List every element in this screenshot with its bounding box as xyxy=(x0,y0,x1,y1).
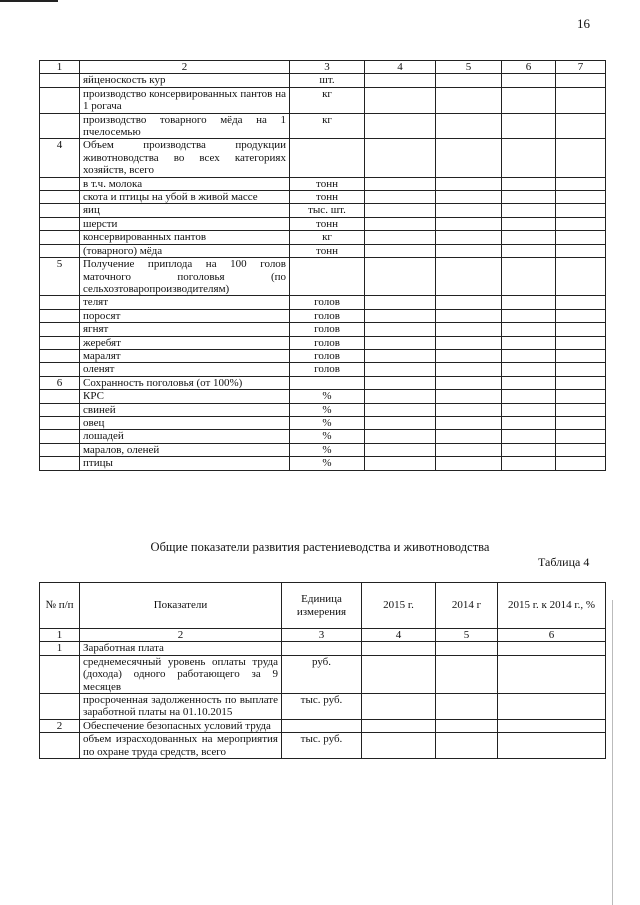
index-cell: 5 xyxy=(436,629,498,642)
indicator-name: телят xyxy=(80,296,290,309)
row-number xyxy=(40,655,80,693)
header-2014: 2014 г xyxy=(436,583,498,629)
row-number xyxy=(40,309,80,322)
row-number: 2 xyxy=(40,719,80,732)
table-row xyxy=(40,309,606,322)
margin-rule xyxy=(612,600,613,905)
table-row xyxy=(40,457,606,470)
value-cell xyxy=(502,416,556,429)
value-cell xyxy=(502,113,556,139)
value-cell xyxy=(365,349,436,362)
value-cell xyxy=(502,244,556,257)
unit: кг xyxy=(290,87,365,113)
value-cell xyxy=(556,113,606,139)
value-cell xyxy=(498,655,606,693)
value-cell xyxy=(436,191,502,204)
indicator-name: ягнят xyxy=(80,323,290,336)
value-cell xyxy=(365,416,436,429)
value-cell xyxy=(365,87,436,113)
header-ratio: 2015 г. к 2014 г., % xyxy=(498,583,606,629)
table-row xyxy=(40,139,606,177)
value-cell xyxy=(556,376,606,389)
indicator-name: просроченная задолженность по выплате заработной платы на 01.10.2015 xyxy=(80,694,282,720)
value-cell xyxy=(502,457,556,470)
unit: кг xyxy=(290,231,365,244)
row-number: 5 xyxy=(40,258,80,296)
value-cell xyxy=(556,244,606,257)
unit: шт. xyxy=(290,74,365,87)
value-cell xyxy=(365,457,436,470)
value-cell xyxy=(436,733,498,759)
value-cell xyxy=(365,323,436,336)
row-number xyxy=(40,204,80,217)
unit: % xyxy=(290,416,365,429)
table-row xyxy=(40,204,606,217)
value-cell xyxy=(436,139,502,177)
unit: % xyxy=(290,457,365,470)
value-cell xyxy=(362,719,436,732)
unit: голов xyxy=(290,323,365,336)
indicator-name: Сохранность поголовья (от 100%) xyxy=(80,376,290,389)
row-number xyxy=(40,74,80,87)
row-number xyxy=(40,349,80,362)
value-cell xyxy=(436,694,498,720)
unit: тонн xyxy=(290,177,365,190)
value-cell xyxy=(436,217,502,230)
row-number xyxy=(40,217,80,230)
table-row xyxy=(40,258,606,296)
unit xyxy=(290,139,365,177)
unit: кг xyxy=(290,113,365,139)
indicator-name: в т.ч. молока xyxy=(80,177,290,190)
header-name: Показатели xyxy=(80,583,282,629)
table-row xyxy=(40,296,606,309)
value-cell xyxy=(502,363,556,376)
value-cell xyxy=(365,403,436,416)
indicator-name: производство товарного мёда на 1 пчелосемью xyxy=(80,113,290,139)
table-row xyxy=(40,244,606,257)
value-cell xyxy=(556,443,606,456)
row-number: 1 xyxy=(40,642,80,655)
value-cell xyxy=(436,244,502,257)
table-row xyxy=(40,694,606,720)
table-row xyxy=(40,655,606,693)
table1-col-2: 2 xyxy=(80,61,290,74)
row-number xyxy=(40,296,80,309)
value-cell xyxy=(436,87,502,113)
table4-title: Общие показатели развития растениеводства и животноводства xyxy=(150,540,490,554)
row-number: 4 xyxy=(40,139,80,177)
table-row xyxy=(40,177,606,190)
row-number: 6 xyxy=(40,376,80,389)
value-cell xyxy=(556,390,606,403)
header-2015: 2015 г. xyxy=(362,583,436,629)
value-cell xyxy=(502,296,556,309)
value-cell xyxy=(556,403,606,416)
value-cell xyxy=(365,231,436,244)
value-cell xyxy=(365,309,436,322)
unit xyxy=(282,719,362,732)
value-cell xyxy=(498,642,606,655)
value-cell xyxy=(556,258,606,296)
value-cell xyxy=(556,139,606,177)
value-cell xyxy=(365,204,436,217)
value-cell xyxy=(502,403,556,416)
value-cell xyxy=(365,74,436,87)
indicator-name: производство консервированных пантов на 1 рогача xyxy=(80,87,290,113)
value-cell xyxy=(556,74,606,87)
value-cell xyxy=(556,416,606,429)
value-cell xyxy=(436,416,502,429)
value-cell xyxy=(502,336,556,349)
unit xyxy=(290,258,365,296)
table-row xyxy=(40,336,606,349)
table-row xyxy=(40,390,606,403)
indicator-name: поросят xyxy=(80,309,290,322)
value-cell xyxy=(436,258,502,296)
table-row xyxy=(40,363,606,376)
table2-index-row xyxy=(40,629,606,642)
table-row xyxy=(40,430,606,443)
unit: тонн xyxy=(290,191,365,204)
value-cell xyxy=(556,363,606,376)
value-cell xyxy=(365,430,436,443)
table-row xyxy=(40,443,606,456)
header-rule xyxy=(0,0,58,2)
table-row xyxy=(40,323,606,336)
unit: % xyxy=(290,403,365,416)
value-cell xyxy=(556,323,606,336)
value-cell xyxy=(436,231,502,244)
value-cell xyxy=(556,309,606,322)
value-cell xyxy=(436,336,502,349)
value-cell xyxy=(502,231,556,244)
value-cell xyxy=(365,363,436,376)
livestock-indicators-table xyxy=(39,60,606,471)
general-indicators-table xyxy=(39,582,606,759)
unit xyxy=(282,642,362,655)
indicator-name: среднемесячный уровень оплаты труда (дохода) одного работающего за 9 месяцев xyxy=(80,655,282,693)
value-cell xyxy=(365,390,436,403)
indicator-name: лошадей xyxy=(80,430,290,443)
indicator-name: КРС xyxy=(80,390,290,403)
value-cell xyxy=(556,430,606,443)
header-num: № п/п xyxy=(40,583,80,629)
indicator-name: Получение приплода на 100 голов маточного поголовья (по сельхозтоваропроизводителям) xyxy=(80,258,290,296)
table-row xyxy=(40,403,606,416)
unit: руб. xyxy=(282,655,362,693)
row-number xyxy=(40,177,80,190)
value-cell xyxy=(556,349,606,362)
indicator-name: объем израсходованных на мероприятия по охране труда средств, всего xyxy=(80,733,282,759)
row-number xyxy=(40,323,80,336)
index-cell: 1 xyxy=(40,629,80,642)
header-unit: Единица измерения xyxy=(282,583,362,629)
table-row xyxy=(40,191,606,204)
index-cell: 4 xyxy=(362,629,436,642)
value-cell xyxy=(436,296,502,309)
row-number xyxy=(40,694,80,720)
unit: голов xyxy=(290,296,365,309)
value-cell xyxy=(436,323,502,336)
indicator-name: (товарного) мёда xyxy=(80,244,290,257)
value-cell xyxy=(365,296,436,309)
value-cell xyxy=(436,655,498,693)
value-cell xyxy=(502,430,556,443)
value-cell xyxy=(498,733,606,759)
unit: голов xyxy=(290,363,365,376)
value-cell xyxy=(436,376,502,389)
value-cell xyxy=(556,217,606,230)
row-number xyxy=(40,443,80,456)
indicator-name: овец xyxy=(80,416,290,429)
table1-col-4: 4 xyxy=(365,61,436,74)
value-cell xyxy=(502,390,556,403)
table1-col-3: 3 xyxy=(290,61,365,74)
unit: голов xyxy=(290,336,365,349)
value-cell xyxy=(436,204,502,217)
value-cell xyxy=(556,204,606,217)
value-cell xyxy=(436,349,502,362)
table1-col-6: 6 xyxy=(502,61,556,74)
value-cell xyxy=(436,309,502,322)
value-cell xyxy=(502,217,556,230)
row-number xyxy=(40,191,80,204)
unit xyxy=(290,376,365,389)
value-cell xyxy=(502,87,556,113)
value-cell xyxy=(498,694,606,720)
value-cell xyxy=(556,457,606,470)
indicator-name: птицы xyxy=(80,457,290,470)
table1-header-row xyxy=(40,61,606,74)
unit: % xyxy=(290,443,365,456)
indicator-name: Объем производства продукции животноводства во всех категориях хозяйств, всего xyxy=(80,139,290,177)
table1-col-5: 5 xyxy=(436,61,502,74)
unit: тыс. руб. xyxy=(282,694,362,720)
table-row xyxy=(40,217,606,230)
row-number xyxy=(40,244,80,257)
indicator-name: маралят xyxy=(80,349,290,362)
value-cell xyxy=(436,363,502,376)
value-cell xyxy=(436,74,502,87)
row-number xyxy=(40,403,80,416)
unit: % xyxy=(290,430,365,443)
value-cell xyxy=(502,309,556,322)
value-cell xyxy=(498,719,606,732)
table-row xyxy=(40,349,606,362)
unit: тыс. руб. xyxy=(282,733,362,759)
table-row xyxy=(40,642,606,655)
indicator-name: жеребят xyxy=(80,336,290,349)
value-cell xyxy=(365,113,436,139)
indicator-name: консервированных пантов xyxy=(80,231,290,244)
value-cell xyxy=(362,694,436,720)
unit: % xyxy=(290,390,365,403)
unit: голов xyxy=(290,349,365,362)
unit: тонн xyxy=(290,217,365,230)
value-cell xyxy=(502,349,556,362)
row-number xyxy=(40,390,80,403)
value-cell xyxy=(556,177,606,190)
value-cell xyxy=(502,191,556,204)
table2-header-row xyxy=(40,583,606,629)
row-number xyxy=(40,113,80,139)
value-cell xyxy=(436,719,498,732)
value-cell xyxy=(365,336,436,349)
value-cell xyxy=(436,403,502,416)
value-cell xyxy=(502,443,556,456)
indicator-name: скота и птицы на убой в живой массе xyxy=(80,191,290,204)
value-cell xyxy=(502,139,556,177)
table1-col-7: 7 xyxy=(556,61,606,74)
value-cell xyxy=(436,443,502,456)
page-number: 16 xyxy=(577,16,590,31)
row-number xyxy=(40,733,80,759)
value-cell xyxy=(502,204,556,217)
table-row xyxy=(40,231,606,244)
value-cell xyxy=(365,177,436,190)
row-number xyxy=(40,416,80,429)
value-cell xyxy=(502,258,556,296)
table-row xyxy=(40,113,606,139)
value-cell xyxy=(502,323,556,336)
value-cell xyxy=(362,733,436,759)
value-cell xyxy=(365,139,436,177)
row-number xyxy=(40,336,80,349)
indicator-name: Обеспечение безопасных условий труда xyxy=(80,719,282,732)
value-cell xyxy=(365,244,436,257)
table-row xyxy=(40,719,606,732)
value-cell xyxy=(436,177,502,190)
table-row xyxy=(40,87,606,113)
index-cell: 6 xyxy=(498,629,606,642)
value-cell xyxy=(436,390,502,403)
index-cell: 2 xyxy=(80,629,282,642)
index-cell: 3 xyxy=(282,629,362,642)
indicator-name: оленят xyxy=(80,363,290,376)
indicator-name: свиней xyxy=(80,403,290,416)
row-number xyxy=(40,87,80,113)
value-cell xyxy=(365,443,436,456)
value-cell xyxy=(502,74,556,87)
table-row xyxy=(40,416,606,429)
value-cell xyxy=(556,87,606,113)
value-cell xyxy=(436,642,498,655)
row-number xyxy=(40,430,80,443)
value-cell xyxy=(556,296,606,309)
value-cell xyxy=(365,217,436,230)
row-number xyxy=(40,363,80,376)
value-cell xyxy=(436,113,502,139)
table-row xyxy=(40,74,606,87)
indicator-name: шерсти xyxy=(80,217,290,230)
value-cell xyxy=(365,191,436,204)
indicator-name: Заработная плата xyxy=(80,642,282,655)
unit: тыс. шт. xyxy=(290,204,365,217)
value-cell xyxy=(502,177,556,190)
value-cell xyxy=(365,258,436,296)
table-row xyxy=(40,376,606,389)
row-number xyxy=(40,231,80,244)
table-row xyxy=(40,733,606,759)
unit: тонн xyxy=(290,244,365,257)
value-cell xyxy=(436,457,502,470)
value-cell xyxy=(362,642,436,655)
value-cell xyxy=(436,430,502,443)
value-cell xyxy=(502,376,556,389)
value-cell xyxy=(556,191,606,204)
row-number xyxy=(40,457,80,470)
value-cell xyxy=(556,231,606,244)
table4-label: Таблица 4 xyxy=(538,555,590,569)
value-cell xyxy=(365,376,436,389)
indicator-name: яиц xyxy=(80,204,290,217)
indicator-name: яйценоскость кур xyxy=(80,74,290,87)
table1-col-1: 1 xyxy=(40,61,80,74)
unit: голов xyxy=(290,309,365,322)
value-cell xyxy=(362,655,436,693)
indicator-name: маралов, оленей xyxy=(80,443,290,456)
value-cell xyxy=(556,336,606,349)
